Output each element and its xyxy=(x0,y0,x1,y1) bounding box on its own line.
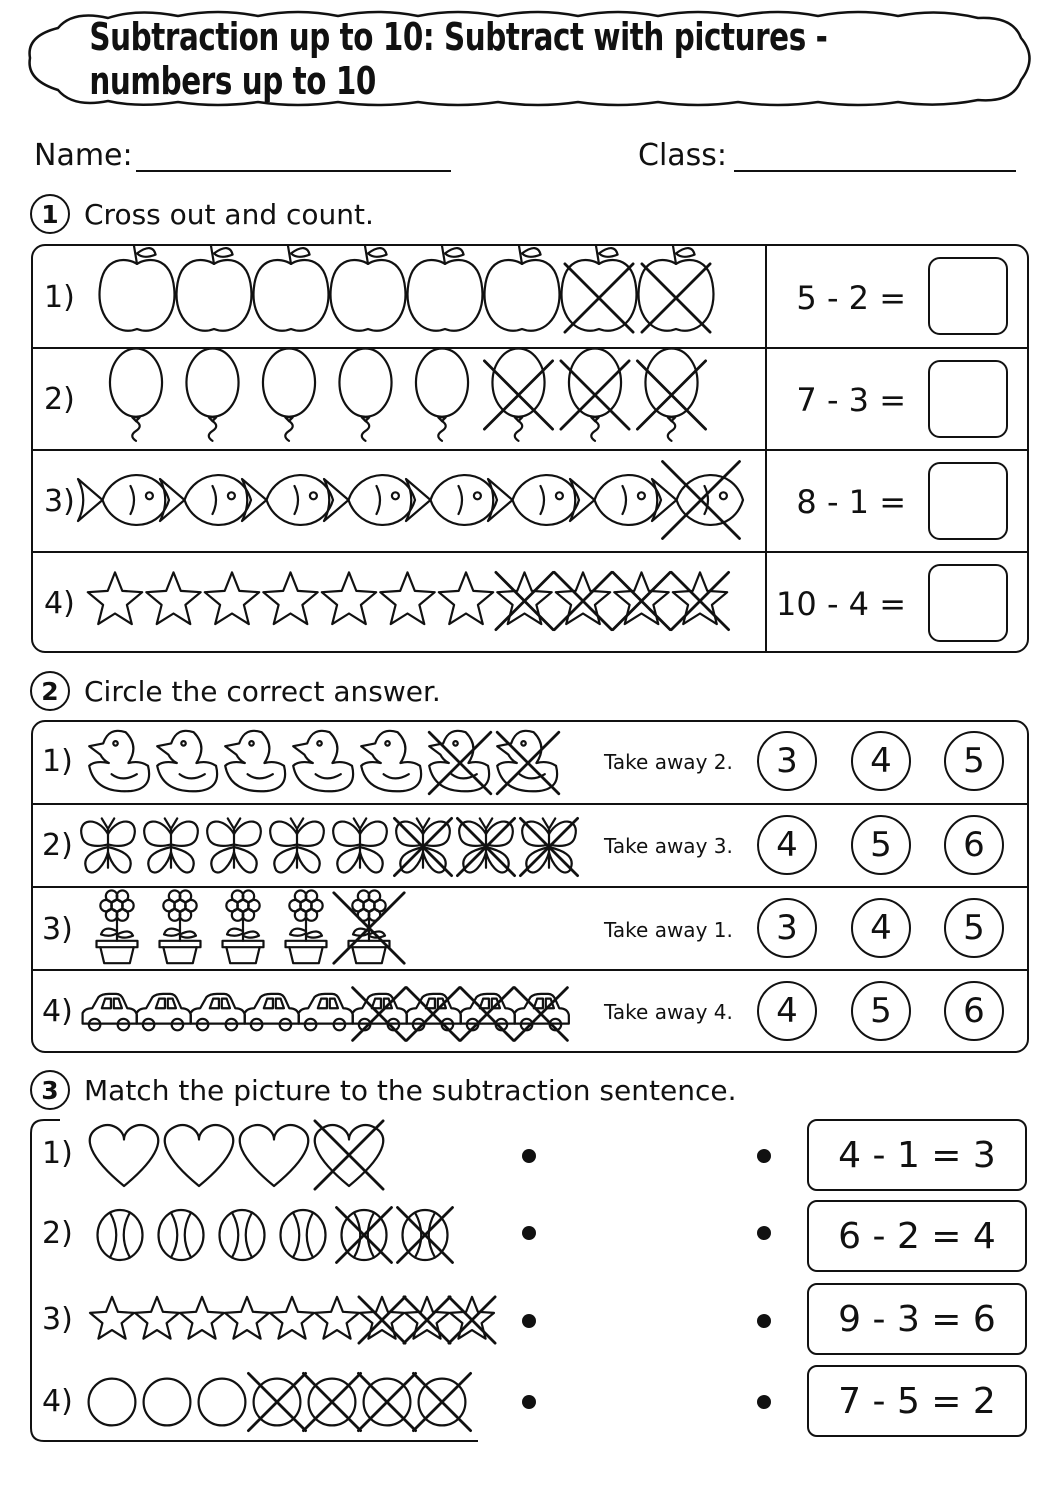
s1-row-2-label: 2) xyxy=(44,382,75,417)
s3-row-3-picture-dot[interactable] xyxy=(522,1314,536,1328)
s1-row-4-equation: 10 - 4 = xyxy=(776,585,906,623)
s1-row-2-equation: 7 - 3 = xyxy=(796,381,906,419)
section-3-number: 3 xyxy=(30,1070,70,1110)
s3-sentence-3-dot[interactable] xyxy=(757,1314,771,1328)
page-title: Subtraction up to 10: Subtract with pictures - numbers up to 10 xyxy=(89,15,828,103)
class-label: Class: xyxy=(638,138,728,173)
s3-row-1-label: 1) xyxy=(42,1136,73,1171)
s2-row-2-take-away: Take away 3. xyxy=(604,834,733,858)
section-2-number: 2 xyxy=(30,671,70,711)
s2-row-2-option-c[interactable]: 6 xyxy=(944,815,1004,875)
s3-row-2-picture-dot[interactable] xyxy=(522,1226,536,1240)
s2-row-4-take-away: Take away 4. xyxy=(604,1000,733,1024)
s3-sentence-3[interactable]: 9 - 3 = 6 xyxy=(807,1283,1027,1355)
s2-row-3-option-a[interactable]: 3 xyxy=(757,898,817,958)
s2-row-1-take-away: Take away 2. xyxy=(604,750,733,774)
s3-sentence-2[interactable]: 6 - 2 = 4 xyxy=(807,1200,1027,1272)
s1-row-1-label: 1) xyxy=(44,280,75,315)
s2-row-4-option-c[interactable]: 6 xyxy=(944,981,1004,1041)
s2-row-3-option-c[interactable]: 5 xyxy=(944,898,1004,958)
s3-row-4-picture-dot[interactable] xyxy=(522,1395,536,1409)
s1-row-3-label: 3) xyxy=(44,484,75,519)
section-1-number: 1 xyxy=(30,194,70,234)
s3-row-3-label: 3) xyxy=(42,1302,73,1337)
s2-row-4-option-a[interactable]: 4 xyxy=(757,981,817,1041)
s3-row-2-label: 2) xyxy=(42,1216,73,1251)
section-1-instruction: Cross out and count. xyxy=(84,197,374,231)
section-2-instruction: Circle the correct answer. xyxy=(84,674,441,708)
s2-row-2-label: 2) xyxy=(42,828,73,863)
s3-sentence-4[interactable]: 7 - 5 = 2 xyxy=(807,1365,1027,1437)
s3-sentence-4-dot[interactable] xyxy=(757,1395,771,1409)
s2-row-4-option-b[interactable]: 5 xyxy=(851,981,911,1041)
s2-row-3-label: 3) xyxy=(42,912,73,947)
s3-row-1-picture-dot[interactable] xyxy=(522,1149,536,1163)
s2-row-1-label: 1) xyxy=(42,744,73,779)
s1-row-1-equation: 5 - 2 = xyxy=(796,279,906,317)
s2-row-2-option-b[interactable]: 5 xyxy=(851,815,911,875)
s3-sentence-1-dot[interactable] xyxy=(757,1149,771,1163)
s3-sentence-1[interactable]: 4 - 1 = 3 xyxy=(807,1119,1027,1191)
section-3-instruction: Match the picture to the subtraction sentence. xyxy=(84,1073,737,1107)
s3-sentence-2-dot[interactable] xyxy=(757,1226,771,1240)
s2-row-1-option-a[interactable]: 3 xyxy=(757,731,817,791)
name-label: Name: xyxy=(34,138,133,173)
s1-row-3-equation: 8 - 1 = xyxy=(796,483,906,521)
s2-row-3-take-away: Take away 1. xyxy=(604,918,733,942)
s2-row-1-option-b[interactable]: 4 xyxy=(851,731,911,791)
s1-row-4-label: 4) xyxy=(44,586,75,621)
s2-row-4-label: 4) xyxy=(42,994,73,1029)
s3-row-4-label: 4) xyxy=(42,1384,73,1419)
s2-row-1-option-c[interactable]: 5 xyxy=(944,731,1004,791)
s2-row-2-option-a[interactable]: 4 xyxy=(757,815,817,875)
s2-row-3-option-b[interactable]: 4 xyxy=(851,898,911,958)
